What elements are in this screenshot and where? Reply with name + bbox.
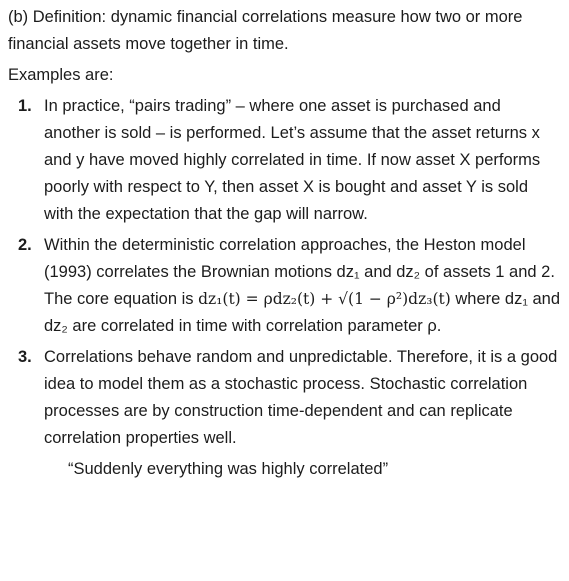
item-text-after-equation: where dz₁ and dz₂ are correlated in time with correlation parameter ρ. <box>44 290 561 335</box>
definition-paragraph: (b) Definition: dynamic financial correlations measure how two or more financial assets move together in time. <box>8 8 523 53</box>
examples-list <box>8 93 561 452</box>
list-item <box>8 93 561 228</box>
core-equation: dz₁(t) = ρdz₂(t) + √(1 − ρ²)dz₃(t) <box>198 290 451 308</box>
item-text: Correlations behave random and unpredictable. Therefore, it is a good idea to model them as a stochastic process. Stochastic correlation processes are by construction time-dependent and can replicate correlation properties well. <box>44 348 558 447</box>
item-text-before-equation: Within the deterministic correlation approaches, the Heston model (1993) correlates the Brownian motions dz₁ and dz₂ of assets 1 and 2. The core equation is <box>44 236 555 308</box>
item-number: 1. <box>18 97 32 115</box>
item-text: In practice, “pairs trading” – where one asset is purchased and another is sold – is performed. Let’s assume that the asset returns x and y have moved highly correlated in time. If now asset X performs poorly with respect to Y, then asset X is bought and asset Y is sold with the expectation that the gap will narrow. <box>44 97 541 223</box>
examples-label: Examples are: <box>8 66 114 84</box>
item-text <box>44 232 561 340</box>
list-item <box>8 232 561 340</box>
item-number: 2. <box>18 236 32 254</box>
item-number: 3. <box>18 348 32 366</box>
list-item <box>8 344 561 452</box>
quote: “Suddenly everything was highly correlated” <box>68 460 389 478</box>
